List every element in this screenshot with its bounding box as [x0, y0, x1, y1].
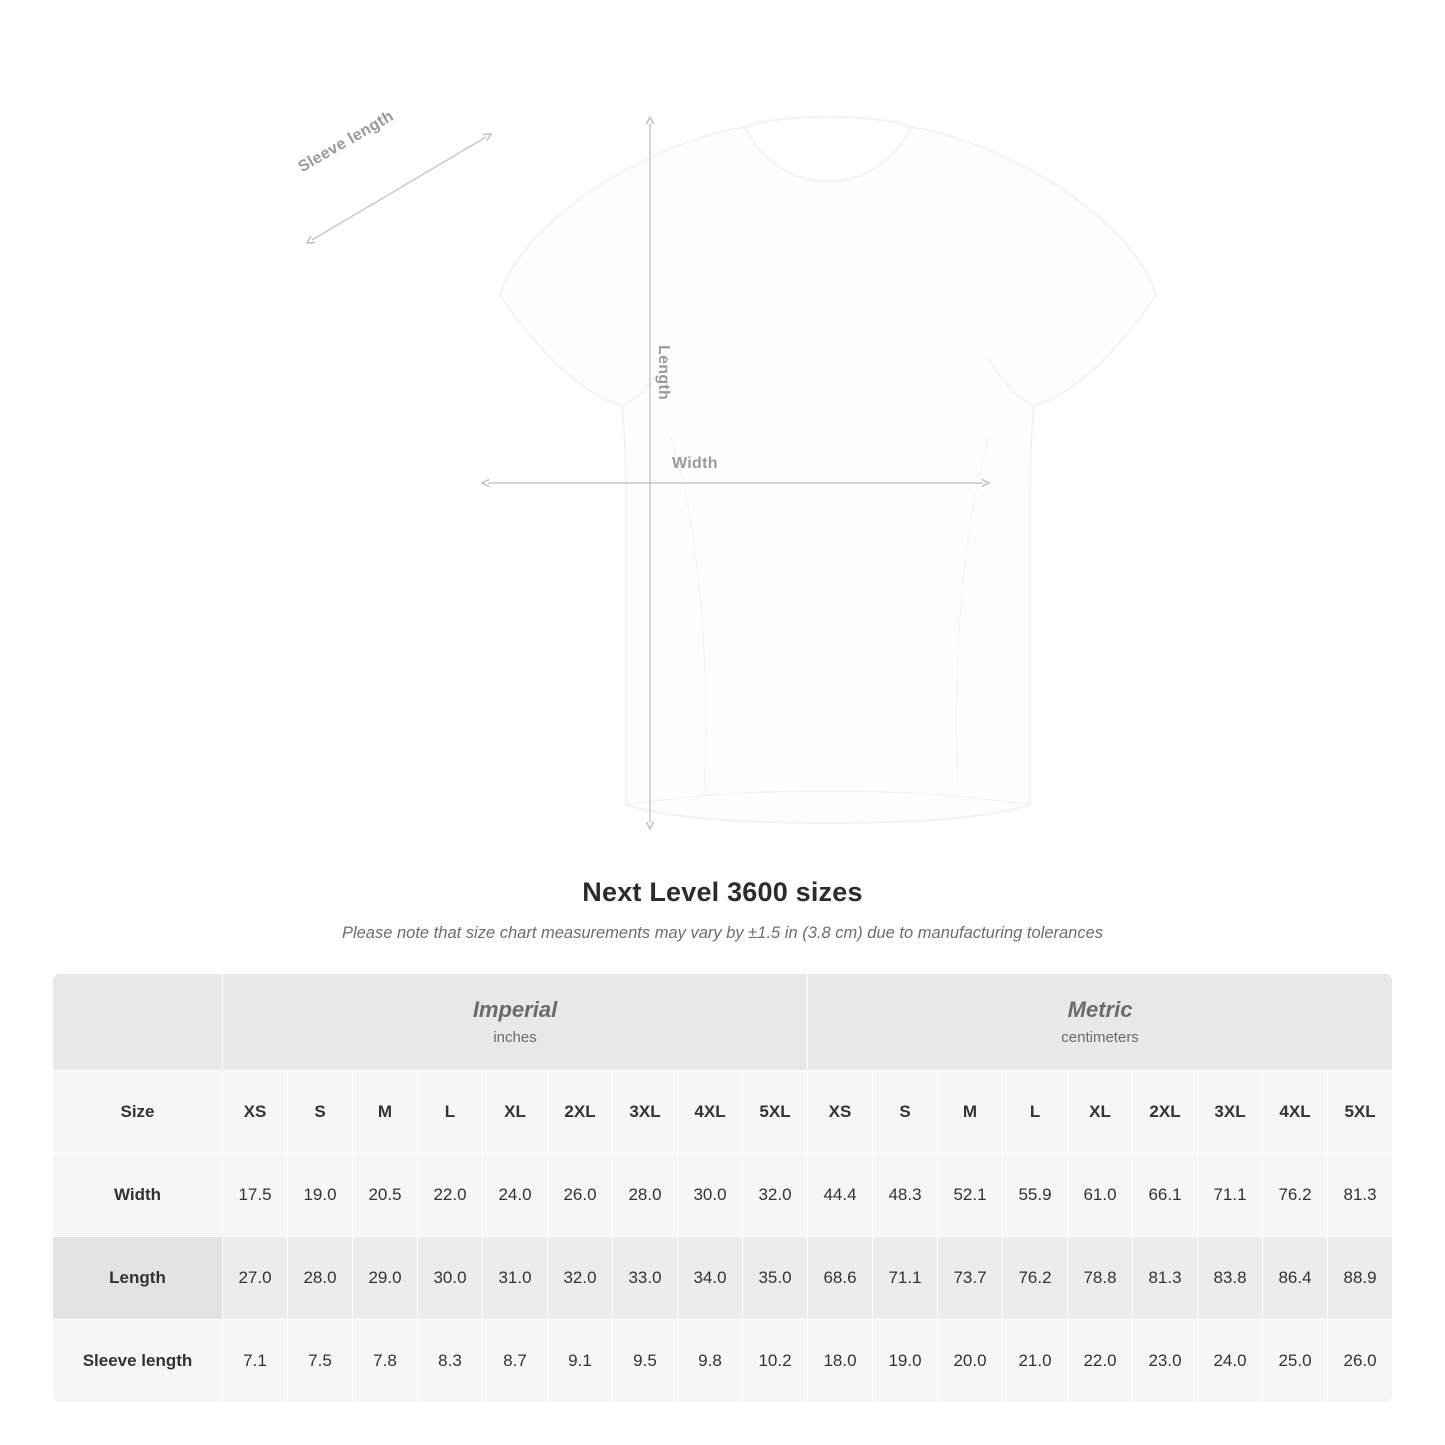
unit-group-subtitle: inches	[493, 1028, 537, 1046]
page-title: Next Level 3600 sizes	[582, 877, 863, 907]
title-block	[0, 877, 1445, 943]
size-column-header: 4XL	[678, 1071, 743, 1154]
size-column-header: 4XL	[1263, 1071, 1328, 1154]
measurement-cell: 25.0	[1263, 1320, 1328, 1403]
size-column-header: M	[353, 1071, 418, 1154]
size-column-header: XL	[1068, 1071, 1133, 1154]
measurement-cell: 20.0	[938, 1320, 1003, 1403]
unit-group-header-row	[53, 974, 1393, 1071]
size-column-header: 5XL	[743, 1071, 808, 1154]
measurement-cell: 10.2	[743, 1320, 808, 1403]
measurement-cell: 18.0	[808, 1320, 873, 1403]
measurement-cell: 71.1	[873, 1237, 938, 1320]
measurement-cell: 68.6	[808, 1237, 873, 1320]
size-column-header: S	[873, 1071, 938, 1154]
measurement-cell: 86.4	[1263, 1237, 1328, 1320]
unit-group-name: Imperial	[472, 997, 558, 1023]
size-column-header: 3XL	[1198, 1071, 1263, 1154]
measurement-cell: 33.0	[613, 1237, 678, 1320]
measurement-cell: 28.0	[288, 1237, 353, 1320]
measurement-cell: 55.9	[1003, 1154, 1068, 1237]
measurement-cell: 24.0	[1198, 1320, 1263, 1403]
measurement-cell: 24.0	[483, 1154, 548, 1237]
measurement-cell: 73.7	[938, 1237, 1003, 1320]
size-column-header: 3XL	[613, 1071, 678, 1154]
measurement-cell: 78.8	[1068, 1237, 1133, 1320]
measurement-cell: 27.0	[223, 1237, 288, 1320]
measurement-cell: 26.0	[548, 1154, 613, 1237]
measurement-cell: 61.0	[1068, 1154, 1133, 1237]
measurement-cell: 66.1	[1133, 1154, 1198, 1237]
measurement-cell: 23.0	[1133, 1320, 1198, 1403]
measurement-cell: 76.2	[1263, 1154, 1328, 1237]
size-column-header: 2XL	[1133, 1071, 1198, 1154]
unit-header-spacer	[53, 974, 223, 1071]
size-column-header: 2XL	[548, 1071, 613, 1154]
measurement-cell: 35.0	[743, 1237, 808, 1320]
unit-group-name: Metric	[1067, 997, 1133, 1023]
tshirt-icon	[290, 105, 1160, 835]
measurement-cell: 17.5	[223, 1154, 288, 1237]
size-table-container	[52, 973, 1393, 1403]
measurement-cell: 7.5	[288, 1320, 353, 1403]
row-label-width: Width	[53, 1154, 223, 1237]
size-column-header: XS	[223, 1071, 288, 1154]
measurement-cell: 9.5	[613, 1320, 678, 1403]
unit-group-header-metric	[808, 974, 1393, 1071]
measurement-cell: 32.0	[548, 1237, 613, 1320]
size-column-header: L	[418, 1071, 483, 1154]
measurement-cell: 20.5	[353, 1154, 418, 1237]
measurement-cell: 76.2	[1003, 1237, 1068, 1320]
table-row	[53, 1154, 1393, 1237]
measurement-cell: 71.1	[1198, 1154, 1263, 1237]
measurement-cell: 30.0	[418, 1237, 483, 1320]
measurement-cell: 31.0	[483, 1237, 548, 1320]
measurement-cell: 32.0	[743, 1154, 808, 1237]
measurement-cell: 83.8	[1198, 1237, 1263, 1320]
measurement-cell: 21.0	[1003, 1320, 1068, 1403]
tshirt-diagram	[290, 105, 1160, 835]
table-row	[53, 1237, 1393, 1320]
sleeve-length-dimension-label: Sleeve length	[295, 107, 397, 176]
measurement-cell: 8.3	[418, 1320, 483, 1403]
measurement-cell: 52.1	[938, 1154, 1003, 1237]
measurement-cell: 7.1	[223, 1320, 288, 1403]
measurement-cell: 19.0	[288, 1154, 353, 1237]
measurement-cell: 26.0	[1328, 1320, 1393, 1403]
size-column-header: S	[288, 1071, 353, 1154]
size-column-header: XL	[483, 1071, 548, 1154]
measurement-cell: 30.0	[678, 1154, 743, 1237]
length-dimension-label: Length	[655, 345, 672, 401]
measurement-cell: 88.9	[1328, 1237, 1393, 1320]
width-dimension-label: Width	[672, 455, 718, 472]
size-column-header: XS	[808, 1071, 873, 1154]
tolerance-note: Please note that size chart measurements may vary by ±1.5 in (3.8 cm) due to manufacturing tolerances	[341, 924, 1104, 942]
size-column-header: L	[1003, 1071, 1068, 1154]
unit-group-subtitle: centimeters	[1061, 1028, 1139, 1046]
measurement-cell: 22.0	[1068, 1320, 1133, 1403]
size-row-label: Size	[53, 1071, 223, 1154]
measurement-cell: 9.8	[678, 1320, 743, 1403]
measurement-cell: 9.1	[548, 1320, 613, 1403]
size-column-header: 5XL	[1328, 1071, 1393, 1154]
measurement-cell: 7.8	[353, 1320, 418, 1403]
measurement-cell: 44.4	[808, 1154, 873, 1237]
size-table	[52, 973, 1393, 1403]
measurement-cell: 81.3	[1133, 1237, 1198, 1320]
measurement-cell: 34.0	[678, 1237, 743, 1320]
measurement-cell: 48.3	[873, 1154, 938, 1237]
measurement-cell: 29.0	[353, 1237, 418, 1320]
row-label-length: Length	[53, 1237, 223, 1320]
table-row	[53, 1320, 1393, 1403]
row-label-sleeve-length: Sleeve length	[53, 1320, 223, 1403]
measurement-cell: 19.0	[873, 1320, 938, 1403]
size-header-row	[53, 1071, 1393, 1154]
measurement-cell: 8.7	[483, 1320, 548, 1403]
size-column-header: M	[938, 1071, 1003, 1154]
unit-group-header-imperial	[223, 974, 808, 1071]
measurement-cell: 81.3	[1328, 1154, 1393, 1237]
measurement-cell: 28.0	[613, 1154, 678, 1237]
measurement-cell: 22.0	[418, 1154, 483, 1237]
